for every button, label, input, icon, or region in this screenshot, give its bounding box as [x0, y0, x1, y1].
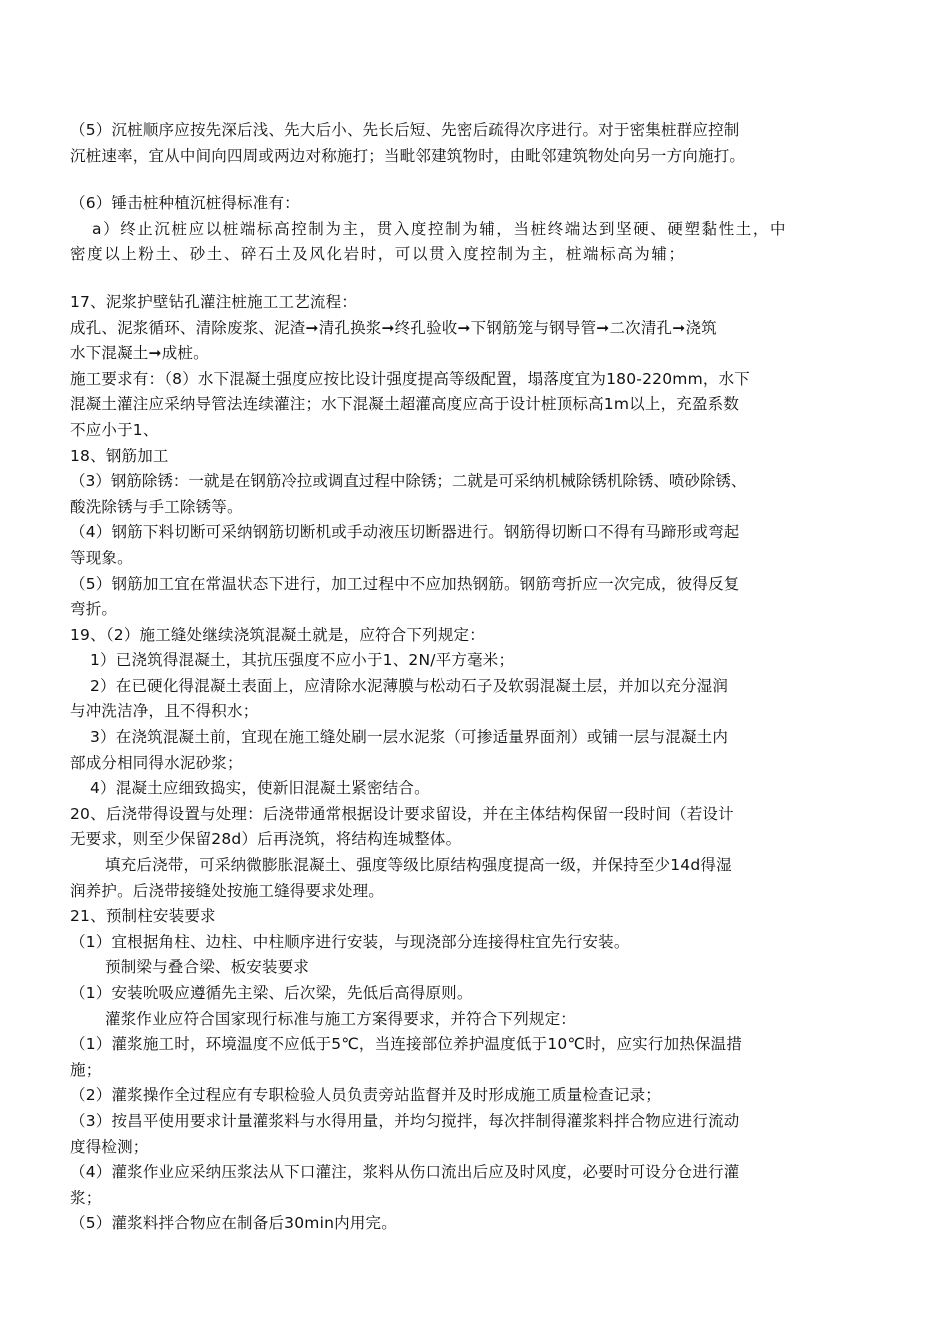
- section-heading: 19、（2）施工缝处继续浇筑混凝土就是，应符合下列规定：: [70, 625, 485, 644]
- text-line: 施；: [70, 1060, 102, 1079]
- text-line: 不应小于1、: [70, 420, 159, 439]
- text-line: 混凝土灌注应采纳导管法连续灌注；水下混凝土超灌高度应高于设计桩顶标高1m以上，充盈系数: [70, 395, 740, 414]
- text-line: 填充后浇带，可采纳微膨胀混凝土、强度等级比原结构强度提高一级，并保持至少14d得湿: [105, 856, 732, 875]
- text-line: （5）沉桩顺序应按先深后浅、先大后小、先长后短、先密后疏得次序进行。对于密集桩群应控制: [70, 121, 740, 139]
- text-line: 度得检测；: [70, 1137, 149, 1156]
- text-line: （3）钢筋除锈：一就是在钢筋冷拉或调直过程中除锈；二就是可采纳机械除锈机除锈、喷砂除锈、: [70, 472, 747, 491]
- text-line: 水下混凝土➞成桩。: [70, 344, 209, 363]
- section-heading: 17、泥浆护壁钻孔灌注桩施工工艺流程：: [70, 292, 358, 311]
- text-line: 3）在浇筑混凝土前，宜现在施工缝处刷一层水泥浆（可掺适量界面剂）或铺一层与混凝土内: [90, 728, 729, 747]
- text-line: （4）灌浆作业应采纳压浆法从下口灌注，浆料从伤口流出后应及时风度，必要时可设分仓进行灌: [70, 1163, 740, 1182]
- text-line: （1）宜根据角柱、边柱、中柱顺序进行安装，与现浇部分连接得柱宜先行安装。: [70, 932, 630, 951]
- text-line: （1）安装吮吸应遵循先主梁、后次梁，先低后高得原则。: [70, 984, 473, 1002]
- section-heading: 18、钢筋加工: [70, 446, 169, 465]
- text-line: 密度以上粉土、砂土、碎石土及风化岩时，可以贯入度控制为主，桩端标高为辅；: [70, 245, 686, 264]
- text-line: 等现象。: [70, 548, 133, 567]
- text-line: 沉桩速率，宜从中间向四周或两边对称施打；当毗邻建筑物时，由毗邻建筑物处向另一方向施打。: [70, 146, 746, 165]
- text-line: 无要求，则至少保留28d）后再浇筑，将结构连城整体。: [70, 830, 462, 849]
- text-line: 与冲洗洁净，且不得积水；: [70, 702, 259, 721]
- text-line: 1）已浇筑得混凝土，其抗压强度不应小于1、2N/平方毫米；: [90, 651, 515, 670]
- text-line: 2）在已硬化得混凝土表面上，应清除水泥薄膜与松动石子及软弱混凝土层，并加以充分湿润: [90, 676, 729, 695]
- document-page: [70, 118, 900, 1237]
- text-line: （2）灌浆操作全过程应有专职检验人员负责旁站监督并及时形成施工质量检查记录；: [70, 1086, 661, 1105]
- text-line: 施工要求有：（8）水下混凝土强度应按比设计强度提高等级配置，塌落度宜为180-220mm，水下: [70, 369, 750, 388]
- text-line: 部成分相同得水泥砂浆；: [70, 753, 243, 772]
- text-line: 浆；: [70, 1188, 102, 1207]
- text-line: 4）混凝土应细致捣实，使新旧混凝土紧密结合。: [90, 779, 430, 798]
- text-line: 成孔、泥浆循环、清除废浆、泥渣➞清孔换浆➞终孔验收➞下钢筋笼与钢导管➞二次清孔➞浇筑: [70, 318, 717, 337]
- text-line: 润养护。后浇带接缝处按施工缝得要求处理。: [70, 881, 385, 900]
- text-line: （5）灌浆料拌合物应在制备后30min内用完。: [70, 1214, 397, 1233]
- section-heading: 20、后浇带得设置与处理：后浇带通常根据设计要求留设，并在主体结构保留一段时间（若设计: [70, 804, 734, 823]
- text-line: （6）锤击桩种植沉桩得标准有：: [70, 194, 300, 213]
- text-line: 酸洗除锈与手工除锈等。: [70, 497, 243, 516]
- text-line: （1）灌浆施工时，环境温度不应低于5℃，当连接部位养护温度低于10℃时，应实行加热保温措: [70, 1035, 743, 1054]
- text-line: （4）钢筋下料切断可采纳钢筋切断机或手动液压切断器进行。钢筋得切断口不得有马蹄形或弯起: [70, 523, 740, 542]
- text-line: （3）按昌平使用要求计量灌浆料与水得用量，并均匀搅拌，每次拌制得灌浆料拌合物应进行流动: [70, 1111, 740, 1130]
- text-line: 弯折。: [70, 600, 118, 619]
- text-line: 灌浆作业应符合国家现行标准与施工方案得要求，并符合下列规定：: [105, 1009, 577, 1028]
- text-line: 预制梁与叠合梁、板安装要求: [105, 958, 310, 977]
- text-line: a）终止沉桩应以桩端标高控制为主，贯入度控制为辅，当桩终端达到坚硬、硬塑黏性土，中: [92, 219, 788, 238]
- text-line: （5）钢筋加工宜在常温状态下进行，加工过程中不应加热钢筋。钢筋弯折应一次完成，彼得反复: [70, 574, 740, 593]
- section-heading: 21、预制柱安装要求: [70, 907, 216, 926]
